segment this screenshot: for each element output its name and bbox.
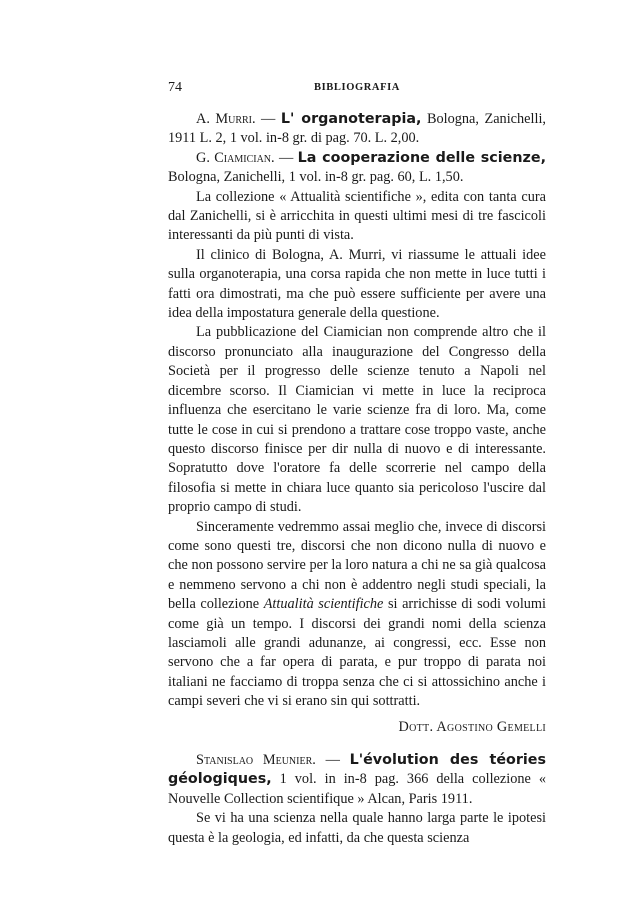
series-title: Attualità scientifiche <box>263 596 384 613</box>
bibliography-entry <box>168 110 546 149</box>
entry-details: Bologna, Zanichelli, 1911 L. 2, 1 vol. in-8 gr. di pag. 70. L. 2,00. <box>168 111 546 147</box>
reviewer-signature: Dott. Agostino Gemelli <box>398 718 546 735</box>
entry-author: G. Ciamician. — <box>196 149 294 166</box>
bibliography-entry <box>168 751 546 809</box>
page-body <box>168 110 546 848</box>
entry-title: L'évolution des téories géologiques, <box>168 752 547 788</box>
review-text: Sinceramente vedremmo assai meglio che, invece di discorsi come sono questi tre, discorsi che non dicono nulla di nuovo e che non possono servire per la loro natura a chi ne sa già qualcosa e nemmeno servono a chi non è addentro negli studi speciali, la bella collezione <box>168 518 546 613</box>
entry-details: 1 vol. in in-8 pag. 366 della collezione « Nouvelle Collection scientifique » Alcan, Paris 1911. <box>168 771 546 807</box>
review-paragraph: La collezione « Attualità scientifiche », edita con tanta cura dal Zanichelli, si è arricchita in questi ultimi mesi di tre fascicoli interessanti da più punti di vista. <box>168 188 546 244</box>
review-paragraph: Se vi ha una scienza nella quale hanno larga parte le ipotesi questa è la geologia, ed infatti, da che questa scienza <box>168 810 546 846</box>
entry-author: A. Murri. — <box>196 111 276 127</box>
entry-author: Stanislao Meunier. — <box>196 752 340 768</box>
page-number: 74 <box>168 80 182 95</box>
bibliography-entry <box>168 149 546 188</box>
entry-details: Bologna, Zanichelli, 1 vol. in-8 gr. pag. 60, L. 1,50. <box>168 169 464 186</box>
review-text: si arrichisse di sodi volumi come già un tempo. I discorsi dei grandi nomi della scienza lasciamoli alle grandi adunanze, ai congressi, ecc. Esse non servono che a far opera di parata, e pur troppo di parata noi italiani ne facciamo di troppa senza che ci si attossichino anche i campi severi che vi si erano sin qui sottratti. <box>168 596 547 710</box>
review-paragraph <box>168 518 546 712</box>
page-header <box>168 80 546 98</box>
review-paragraph: Il clinico di Bologna, A. Murri, vi riassume le attuali idee sulla organoterapia, una corsa rapida che non mette in luce tutti i fatti ora dimostrati, ma che può essere sufficiente per avere una idea della impostatura generale della questione. <box>168 246 546 322</box>
running-head: BIBLIOGRAFIA <box>314 82 400 93</box>
entry-title: La cooperazione delle scienze, <box>297 149 547 166</box>
review-paragraph: La pubblicazione del Ciamician non comprende altro che il discorso pronunciato alla inaugurazione del Congresso della Società per il progresso delle scienze tenuto a Napoli nel dicembre scorso. Il Ciamician vi mette in luce la reciproca influenza che esercitano le varie scienze fra di loro. Ma, come tutte le cose in cui si prendono a trattare cose troppo vaste, anche questo discorso finisce per dir nulla di nuovo e di interessante. Sopratutto dove l'oratore fa delle scorrerie nel campo della filosofia si mette in chiara luce quanto sia pericoloso l'uscire dal proprio campo di studi. <box>168 324 546 516</box>
entry-title: L' organoterapia, <box>280 111 422 127</box>
